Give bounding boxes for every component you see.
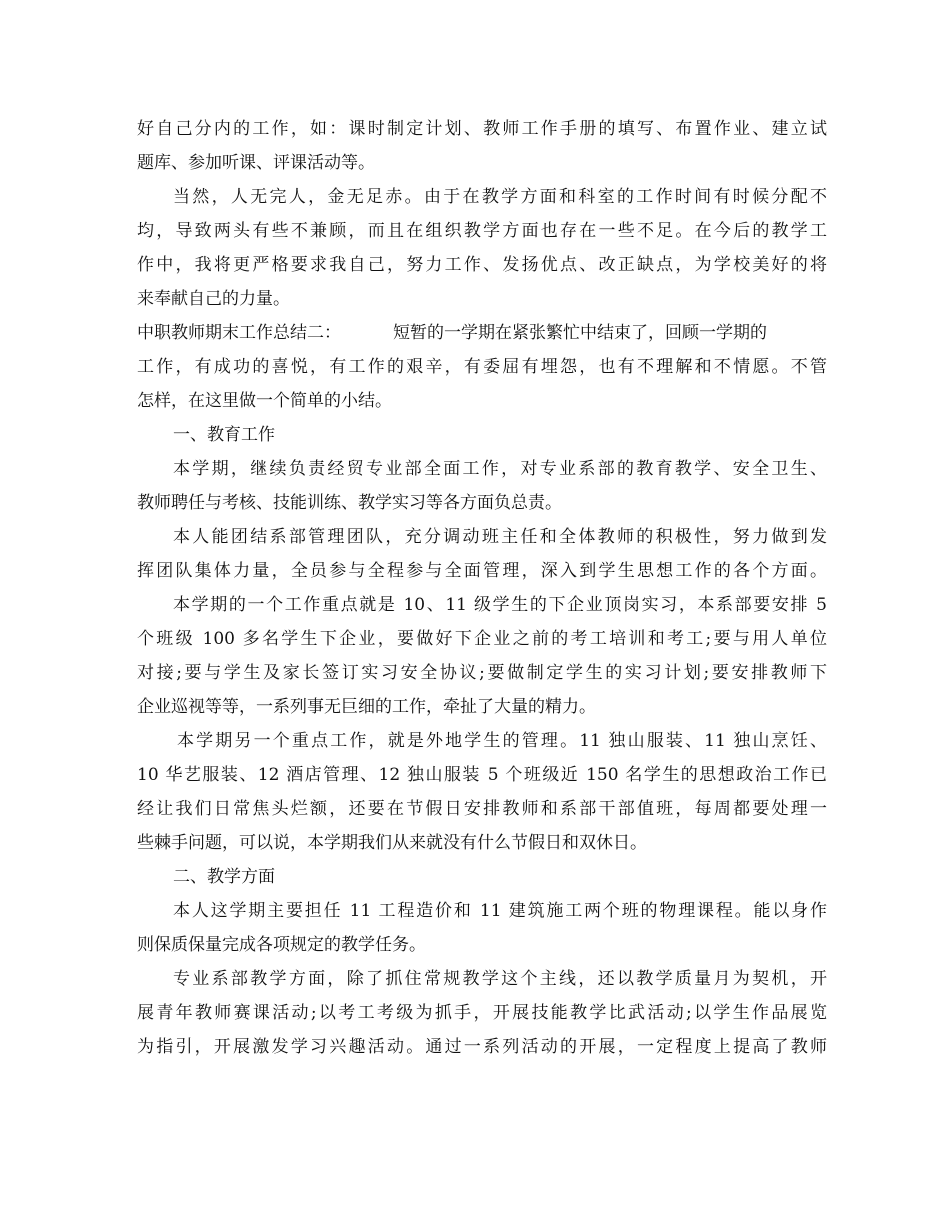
text-line: 教师聘任与考核、技能训练、教学实习等各方面负总责。 — [137, 493, 562, 513]
subsection-heading: 二、教学方面 — [173, 867, 275, 887]
text-line: 来奉献自己的力量。 — [137, 289, 290, 309]
paragraph-first-line: 本学期，继续负责经贸专业部全面工作，对专业系部的教育教学、安全卫生、 — [173, 459, 827, 479]
text-line: 企业巡视等等，一系列事无巨细的工作，牵扯了大量的精力。 — [137, 697, 596, 717]
paragraph-first-line: 本学期的一个工作重点就是 10、11 级学生的下企业顶岗实习，本系部要安排 5 — [173, 595, 827, 615]
text-line: 经让我们日常焦头烂额，还要在节假日安排教师和系部干部值班，每周都要处理一 — [137, 799, 827, 819]
text-line: 则保质保量完成各项规定的教学任务。 — [137, 935, 426, 955]
paragraph-first-line: 本人这学期主要担任 11 工程造价和 11 建筑施工两个班的物理课程。能以身作 — [173, 901, 827, 921]
text-line: 个班级 100 多名学生下企业，要做好下企业之前的考工培训和考工;要与用人单位 — [137, 629, 827, 649]
text-line: 展青年教师赛课活动;以考工考级为抓手，开展技能教学比武活动;以学生作品展览 — [137, 1003, 827, 1023]
text-line: 作中，我将更严格要求我自己，努力工作、发扬优点、改正缺点，为学校美好的将 — [137, 255, 827, 275]
text-line: 10 华艺服装、12 酒店管理、12 独山服装 5 个班级近 150 名学生的思想政治工作已 — [137, 765, 827, 785]
paragraph-first-line: 本人能团结系部管理团队，充分调动班主任和全体教师的积极性，努力做到发 — [173, 527, 827, 547]
document-body — [137, 112, 827, 1064]
section-intro-text: 短暂的一学期在紧张繁忙中结束了，回顾一学期的 — [393, 323, 767, 343]
text-line: 些棘手问题，可以说，本学期我们从来就没有什么节假日和双休日。 — [137, 833, 647, 853]
text-line: 对接;要与学生及家长签订实习安全协议;要做制定学生的实习计划;要安排教师下 — [137, 663, 827, 683]
paragraph-first-line: 本学期另一个重点工作，就是外地学生的管理。11 独山服装、11 独山烹饪、 — [177, 731, 827, 751]
paragraph-first-line: 专业系部教学方面，除了抓住常规教学这个主线，还以教学质量月为契机，开 — [173, 969, 827, 989]
text-line: 为指引，开展激发学习兴趣活动。通过一系列活动的开展，一定程度上提高了教师 — [137, 1037, 827, 1057]
text-line: 挥团队集体力量，全员参与全程参与全面管理，深入到学生思想工作的各个方面。 — [137, 561, 827, 581]
text-line: 均，导致两头有些不兼顾，而且在组织教学方面也存在一些不足。在今后的教学工 — [137, 221, 827, 241]
subsection-heading: 一、教育工作 — [173, 425, 275, 445]
text-line: 题库、参加听课、评课活动等。 — [137, 153, 375, 173]
text-line: 怎样，在这里做一个简单的小结。 — [137, 391, 392, 411]
section-label: 中职教师期末工作总结二： — [137, 323, 341, 343]
paragraph-first-line: 当然，人无完人，金无足赤。由于在教学方面和科室的工作时间有时候分配不 — [173, 187, 827, 207]
section-heading-line — [137, 316, 827, 350]
text-line: 好自己分内的工作，如：课时制定计划、教师工作手册的填写、布置作业、建立试 — [137, 119, 827, 139]
text-line: 工作，有成功的喜悦，有工作的艰辛，有委屈有埋怨，也有不理解和不情愿。不管 — [137, 357, 827, 377]
